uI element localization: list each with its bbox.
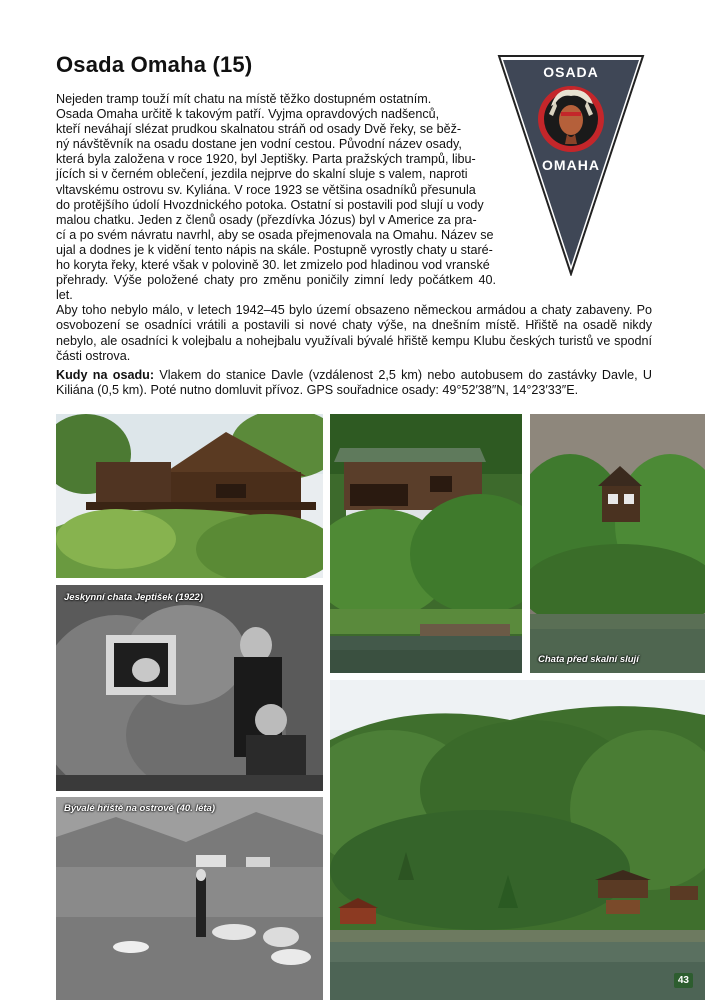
article-text bbox=[56, 92, 652, 398]
para-line: do protějšího údolí Hvozdnického potoka. Ostatní si postavili pod slují u vody bbox=[56, 197, 484, 212]
photo-caption-cliff: Chata před skalní slují bbox=[538, 654, 639, 665]
photo-caption-cave: Jeskynní chata Jeptišek (1922) bbox=[64, 592, 203, 603]
page-number: 43 bbox=[674, 973, 693, 988]
para-line: ujal a dodnes je k vidění tento nápis na skále. Postupně vyrostly chaty u staré- bbox=[56, 242, 493, 257]
photo-caption-field: Bývalé hřiště na ostrově (40. léta) bbox=[64, 803, 216, 814]
para-line: Osada Omaha určitě k takovým patří. Vyjma opravdových nadšenců, bbox=[56, 107, 440, 122]
para-line: kteří neváhají slézat prudkou skalnatou stráň od osady Dvě řeky, se běž- bbox=[56, 122, 462, 137]
pennant-top-text: OSADA bbox=[543, 64, 599, 80]
article-paragraph-wrapped bbox=[56, 92, 496, 303]
directions-paragraph bbox=[56, 368, 652, 398]
photo-island-field bbox=[56, 797, 323, 1000]
para-line: ný návštěvník na osadu dostane jen vodní cestou. Původní název osady, bbox=[56, 137, 462, 152]
directions-label: Kudy na osadu: bbox=[56, 367, 155, 382]
photo-forest-cabins bbox=[330, 680, 705, 1000]
article-paragraph-tail: Aby toho nebylo málo, v letech 1942–45 bylo území obsazeno německou armádou a chaty zabaveny. Po osvobození se osadníci vrátili a postavili si nové chaty výše, na dnešním místě. Hřiště na osadě nikdy nebylo, ale osadníci k volejbalu a nohejbalu využívali bývalé hřiště kempu Klubu českých turistů ve spodní části ostrova. bbox=[56, 303, 652, 363]
para-line: která byla založena v roce 1920, byl Jeptišky. Parta pražských trampů, libu- bbox=[56, 152, 476, 167]
para-line: cí a po svém návratu navrhl, aby se osada přejmenovala na Omahu. Název se bbox=[56, 227, 494, 242]
para-line: malou chatku. Jeden z členů osady (přezdívka Józus) byl v Americe za pra- bbox=[56, 212, 477, 227]
photo-cabin-river bbox=[330, 414, 522, 673]
para-line: Nejeden tramp touží mít chatu na místě těžko dostupném ostatním. bbox=[56, 92, 432, 106]
directions-text: Vlakem do stanice Davle (vzdálenost 2,5 km) nebo autobusem do zastávky Davle, U Kiliána (0,5 km). Poté nutno domluvit přívoz. GPS souřadnice osady: 49°52′38″N, 14°23′33″E. bbox=[56, 367, 652, 397]
para-line: ho koryta řeky, které však v polovině 30. let zmizelo pod hladinou vod vranské bbox=[56, 258, 490, 273]
photo-chalet-cliff bbox=[530, 414, 705, 673]
para-line: vltavskému ostrovu sv. Kyliána. V roce 1923 se většina osadníků přesunula bbox=[56, 182, 476, 197]
para-line: jících si v černém oblečení, jezdila nejprve do skalní sluje s valem, naproti bbox=[56, 167, 468, 182]
page-title: Osada Omaha (15) bbox=[56, 52, 253, 77]
pennant-bottom-text: OMAHA bbox=[542, 157, 600, 173]
photo-cave-chalet bbox=[56, 585, 323, 791]
photo-cabin-hillside bbox=[56, 414, 323, 578]
para-line: přehrady. Výše položené chaty pro změnu poničily zimní ledy počátkem 40. let. bbox=[56, 273, 496, 303]
